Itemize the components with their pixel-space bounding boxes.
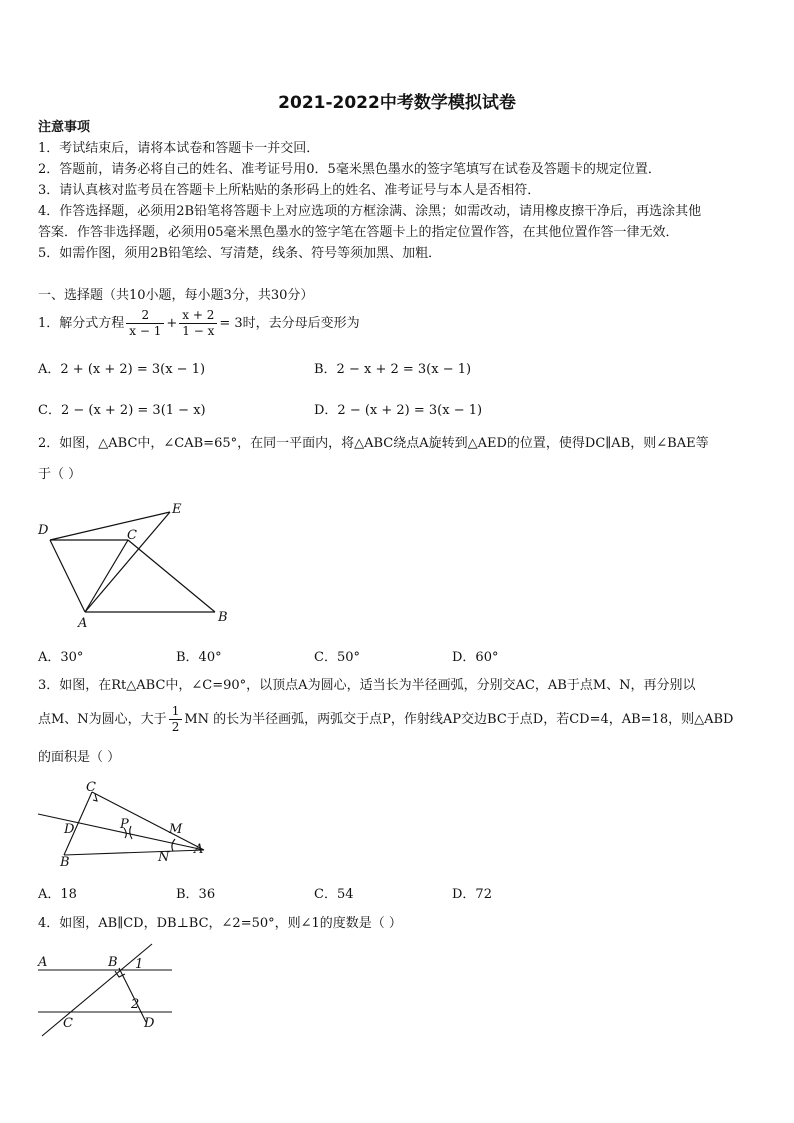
q2-option-c: C．50° bbox=[314, 650, 360, 665]
q3-label-d: D bbox=[64, 822, 75, 837]
q2-figure bbox=[30, 495, 240, 635]
q1-prefix: 1．解分式方程 bbox=[38, 315, 125, 331]
q2-label-c: C bbox=[127, 528, 137, 543]
q3-label-p: P bbox=[120, 817, 129, 832]
q3-option-c: C．54 bbox=[314, 887, 354, 902]
q2-label-a: A bbox=[78, 616, 88, 631]
q1-f2-numerator: x + 2 bbox=[179, 308, 217, 324]
q3-label-b: B bbox=[60, 855, 70, 870]
q4-figure bbox=[34, 942, 179, 1037]
q1-option-a: A．2 + (x + 2) = 3(x − 1) bbox=[38, 362, 206, 377]
q3-figure bbox=[36, 778, 211, 873]
q1-f1-numerator: 2 bbox=[126, 308, 164, 324]
q2-option-a: A．30° bbox=[38, 650, 84, 665]
q3-option-b: B．36 bbox=[176, 887, 216, 902]
q1-option-b: B．2 − x + 2 = 3(x − 1) bbox=[314, 362, 472, 377]
segment-cb bbox=[128, 540, 215, 612]
segment-ae bbox=[85, 512, 170, 612]
q3-line2-pre: 点M、N为圆心，大于 bbox=[38, 711, 167, 727]
q3-label-n: N bbox=[158, 850, 170, 865]
q1-suffix: = 3时，去分母后变形为 bbox=[219, 315, 360, 331]
q4-label-1: 1 bbox=[135, 957, 144, 972]
segment-ac bbox=[85, 540, 128, 612]
q2-option-b: B．40° bbox=[176, 650, 222, 665]
q1-f1-denominator: x − 1 bbox=[129, 324, 162, 338]
notice-item-3: 3．请认真核对监考员在答题卡上所粘贴的条形码上的姓名、准考证号与本人是否相符． bbox=[38, 183, 541, 198]
q2-option-d: D．60° bbox=[452, 650, 499, 665]
q1-plus: + bbox=[166, 315, 178, 331]
q3-label-c: C bbox=[86, 780, 96, 795]
right-angle-mark bbox=[93, 794, 97, 801]
notice-item-2: 2．答题前，请务必将自己的姓名、准考证号用0．5毫米黑色墨水的签字笔填写在试卷及答题卡的规定位置． bbox=[38, 162, 661, 177]
q4-label-b: B bbox=[108, 955, 118, 970]
q2-label-b: B bbox=[218, 610, 228, 625]
notice-item-5: 5．如需作图，须用2B铅笔绘、写清楚，线条、符号等须加黑、加粗． bbox=[38, 246, 442, 261]
q3-label-a: A bbox=[194, 842, 204, 857]
q2-label-e: E bbox=[172, 502, 182, 517]
segment-ca bbox=[92, 792, 204, 850]
q2-text-line1: 2．如图，△ABC中，∠CAB=65°，在同一平面内，将△ABC绕点A旋转到△AED的位置，使得DC∥AB，则∠BAE等 bbox=[38, 436, 709, 451]
q3-option-a: A．18 bbox=[38, 887, 77, 902]
q3-frac-denominator: 2 bbox=[171, 720, 180, 734]
segment-da bbox=[50, 540, 85, 612]
q2-text-line2: 于（ ） bbox=[38, 467, 82, 482]
q3-text-line3: 的面积是（ ） bbox=[38, 750, 121, 765]
arc-mn bbox=[172, 839, 175, 851]
q4-label-d: D bbox=[144, 1016, 155, 1031]
q1-f2-denominator: 1 − x bbox=[182, 324, 215, 338]
q3-option-d: D．72 bbox=[452, 887, 492, 902]
segment-de bbox=[50, 512, 170, 540]
q4-label-a: A bbox=[38, 955, 48, 970]
arc-p-2 bbox=[130, 826, 132, 839]
q4-label-c: C bbox=[63, 1016, 73, 1031]
q1-fraction-2 bbox=[179, 308, 217, 339]
segment-ba bbox=[64, 850, 204, 855]
notice-heading: 注意事项 bbox=[38, 120, 91, 135]
q1-option-c: C．2 − (x + 2) = 3(1 − x) bbox=[38, 403, 206, 418]
section-heading: 一、选择题（共10小题，每小题3分，共30分） bbox=[38, 288, 314, 303]
q2-label-d: D bbox=[38, 523, 49, 538]
q3-label-m: M bbox=[169, 822, 183, 837]
q4-text-line1: 4．如图，AB∥CD，DB⊥BC，∠2=50°，则∠1的度数是（ ） bbox=[38, 916, 402, 931]
segment-bd bbox=[119, 968, 146, 1022]
q3-text-line1: 3．如图，在Rt△ABC中，∠C=90°，以顶点A为圆心，适当长为半径画弧，分别交AC，AB于点M、N，再分别以 bbox=[38, 678, 696, 693]
q3-frac-numerator: 1 bbox=[169, 704, 183, 720]
q3-text-line2 bbox=[38, 704, 733, 735]
q1-fraction-1 bbox=[126, 308, 164, 339]
question-1 bbox=[38, 308, 360, 339]
notice-item-1: 1．考试结束后，请将本试卷和答题卡一并交回． bbox=[38, 141, 320, 156]
q3-line2-post: MN 的长为半径画弧，两弧交于点P，作射线AP交边BC于点D，若CD=4，AB=18，则△ABD bbox=[184, 711, 734, 727]
notice-item-4-cont: 答案．作答非选择题，必须用05毫米黑色墨水的签字笔在答题卡上的指定位置作答，在其他位置作答一律无效． bbox=[38, 225, 679, 240]
q4-label-2: 2 bbox=[131, 997, 140, 1012]
notice-item-4: 4．作答选择题，必须用2B铅笔将答题卡上对应选项的方框涂满、涂黑；如需改动，请用橡皮擦干净后，再选涂其他 bbox=[38, 204, 702, 219]
q1-option-d: D．2 − (x + 2) = 3(x − 1) bbox=[314, 403, 483, 418]
q3-fraction bbox=[169, 704, 183, 735]
page-title: 2021-2022中考数学模拟试卷 bbox=[278, 93, 516, 113]
